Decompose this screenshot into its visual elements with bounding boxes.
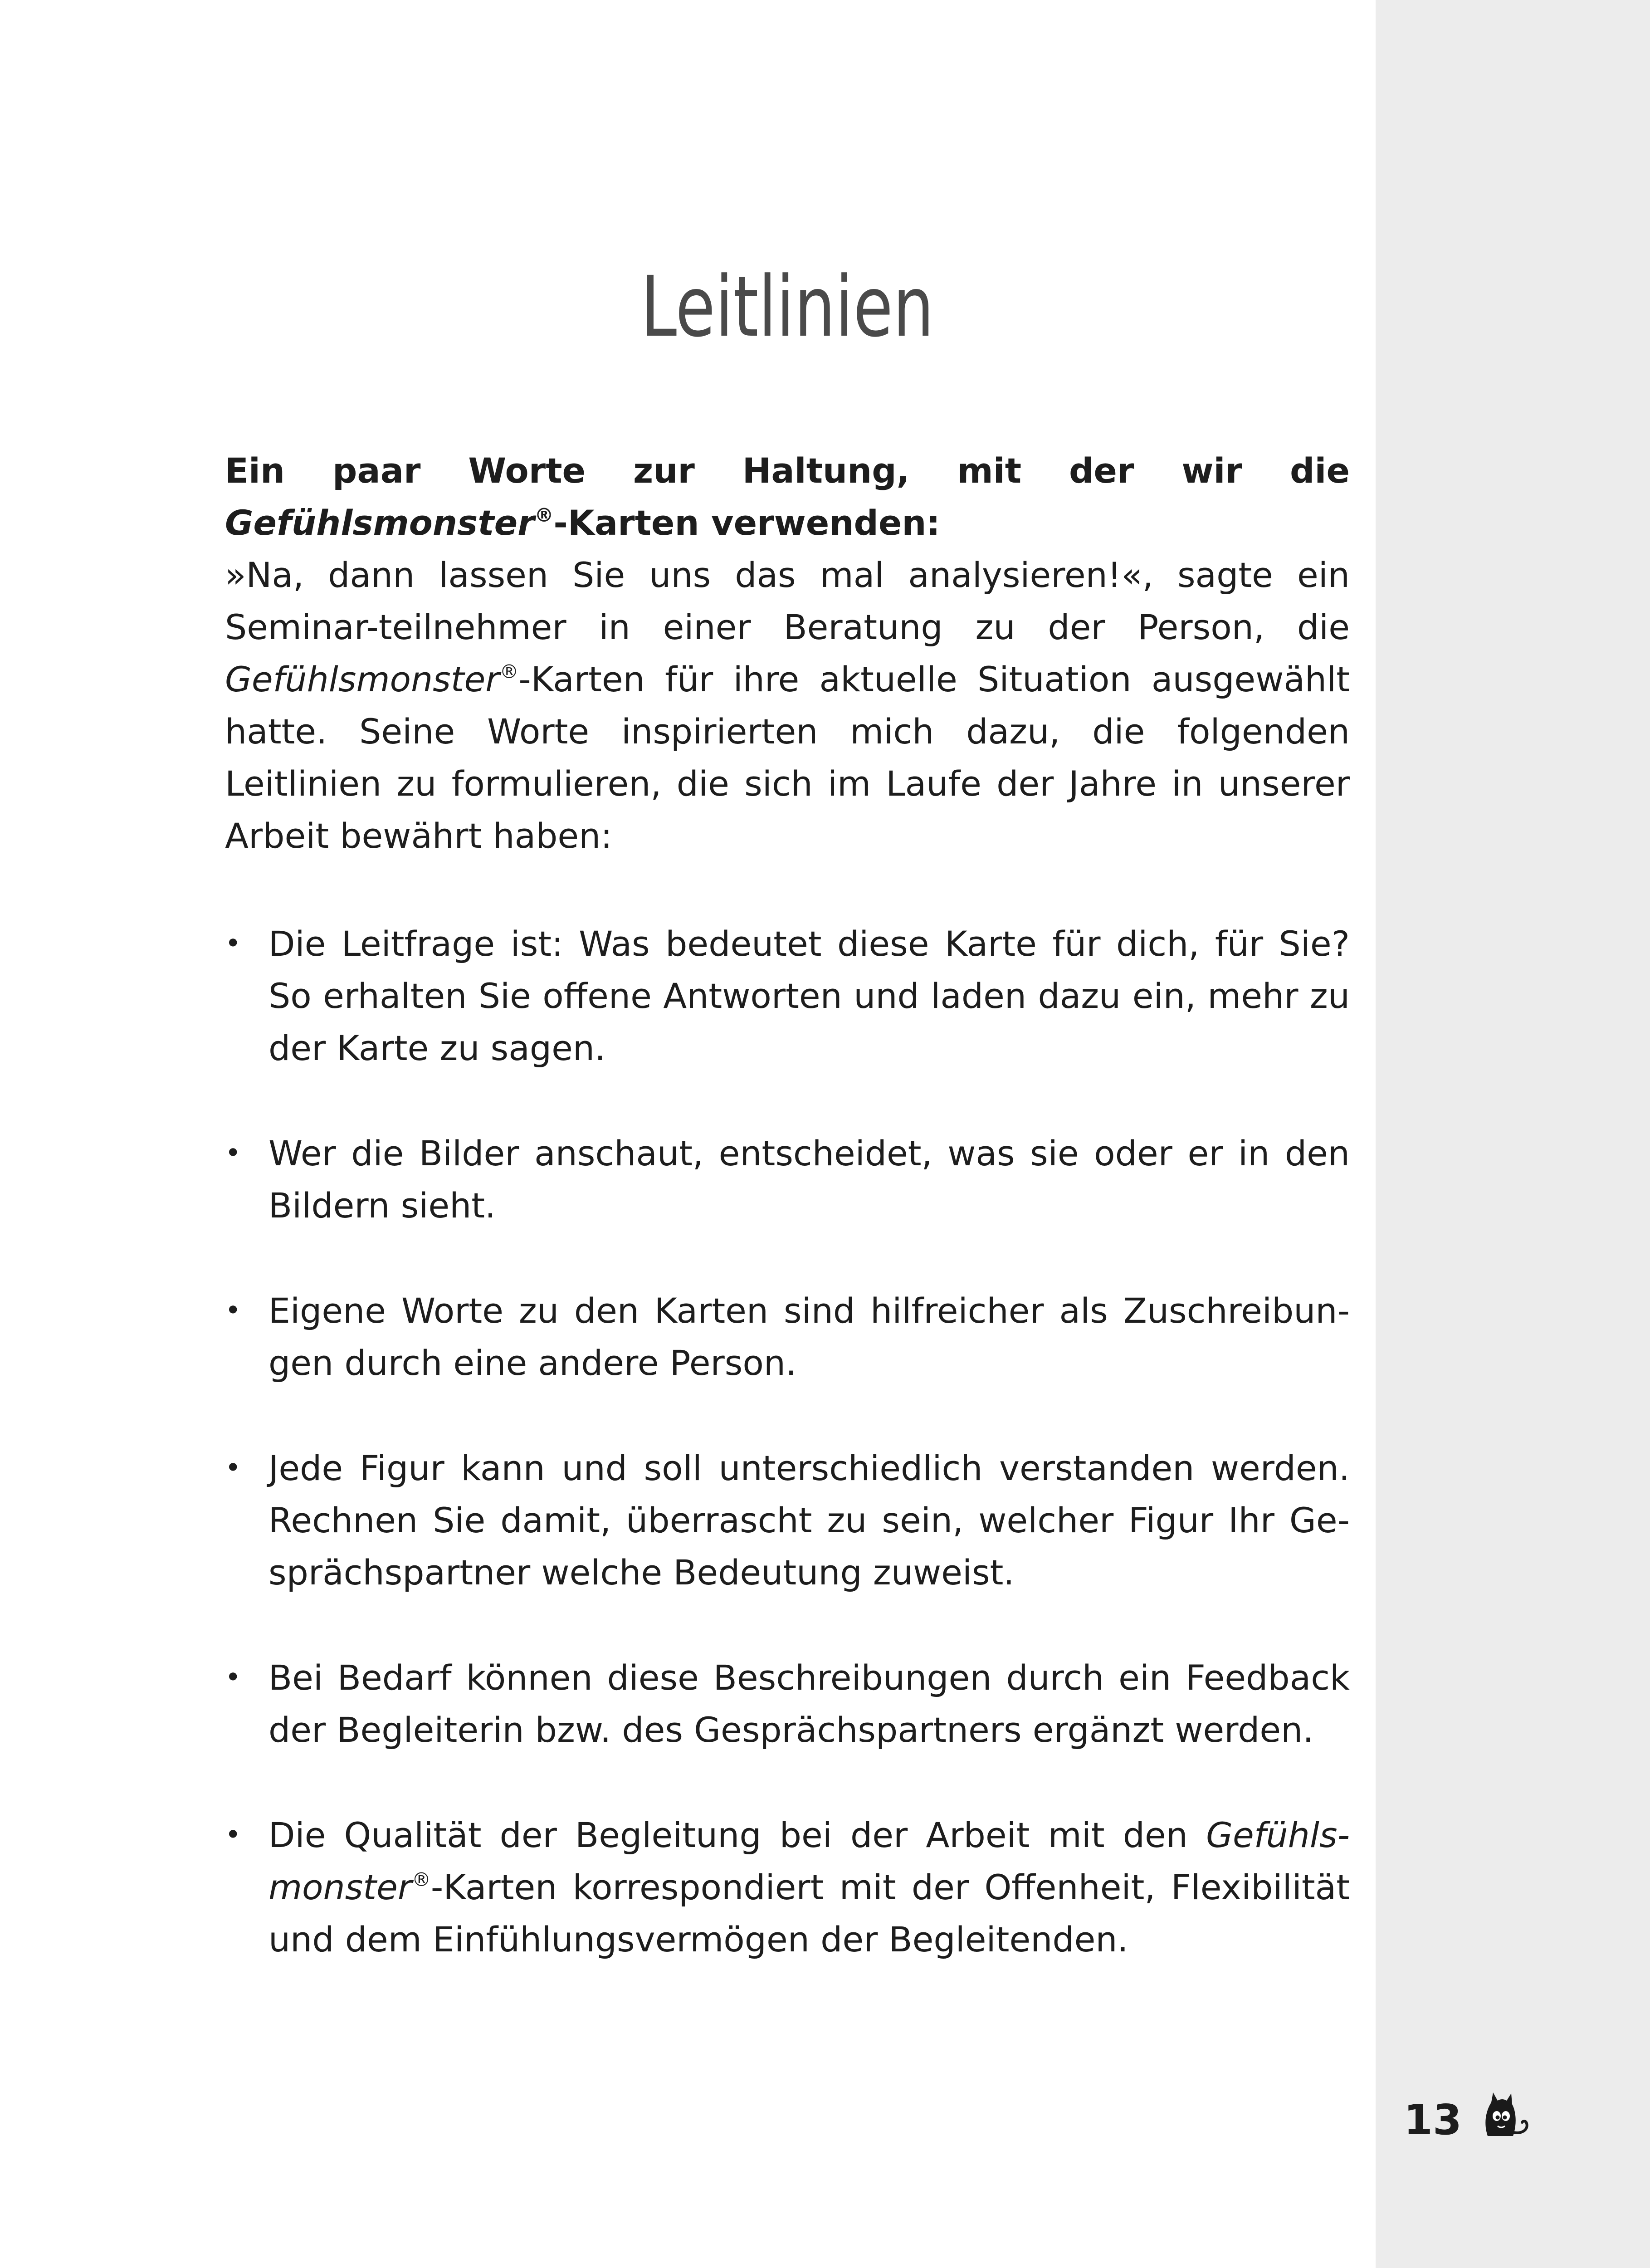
- intro-heading-registered-mark: ®: [534, 503, 554, 526]
- bullet-icon: •: [225, 928, 241, 959]
- intro-body-text-a: »Na, dann lassen Sie uns das mal analysieren!«, sagte ein Seminar-teilnehmer in einer Beratung zu der Person, die: [225, 555, 1350, 647]
- page-number: 13: [1404, 2096, 1462, 2144]
- monster-icon: [1478, 2089, 1532, 2143]
- intro-body-brand: Gefühlsmonster: [225, 659, 500, 699]
- intro-heading-text-a: Ein paar Worte zur Haltung, mit der wir die: [225, 450, 1350, 491]
- bullet-icon: •: [225, 1662, 241, 1693]
- monster-body: [1485, 2092, 1515, 2136]
- list-item-text: [268, 1815, 1350, 1960]
- intro-body-text-b: -Karten für ihre aktuelle Situation ausgewählt hatte. Seine Worte inspirierten mich dazu, die folgenden Leitlinien zu formulieren, die sich im Laufe der Jahre in unserer Arbeit bewährt haben:: [225, 659, 1350, 856]
- list-item-text: Wer die Bilder anschaut, entscheidet, was sie oder er in den Bildern sieht.: [268, 1133, 1350, 1226]
- bullet-icon: •: [225, 1819, 241, 1851]
- list-item-text: Bei Bedarf können diese Beschreibungen durch ein Feedback der Begleiterin bzw. des Gesprächspartners ergänzt werden.: [268, 1657, 1350, 1750]
- list-item-text: Jede Figur kann und soll unterschiedlich verstanden werden. Rechnen Sie damit, überrascht zu sein, welcher Figur Ihr Ge-sprächspartner welche Bedeutung zuweist.: [268, 1448, 1350, 1593]
- list-item-text-a: Die Qualität der Begleitung bei der Arbeit mit den: [268, 1815, 1206, 1855]
- monster-pupil-right: [1503, 2116, 1507, 2120]
- guidelines-list: [225, 918, 1350, 1965]
- list-item: [225, 1652, 1350, 1756]
- page-side-band: [1376, 0, 1650, 2268]
- list-item: [225, 1809, 1350, 1965]
- page-title: Leitlinien: [640, 259, 934, 356]
- bullet-icon: •: [225, 1452, 241, 1484]
- page-content: [225, 445, 1350, 1965]
- list-item-text: Die Leitfrage ist: Was bedeutet diese Karte für dich, für Sie? So erhalten Sie offene Antworten und laden dazu ein, mehr zu der Karte zu sagen.: [268, 924, 1350, 1068]
- list-item: [225, 1127, 1350, 1232]
- bullet-icon: •: [225, 1137, 241, 1169]
- list-item-brand: Gefühls-monster: [268, 1815, 1350, 1907]
- intro-body-registered-mark: ®: [499, 660, 519, 683]
- intro-paragraph: [225, 549, 1350, 862]
- bullet-icon: •: [225, 1295, 241, 1326]
- list-item-text: Eigene Worte zu den Karten sind hilfreicher als Zuschreibun-gen durch eine andere Person.: [268, 1290, 1350, 1383]
- list-item-text-b: -Karten korrespondiert mit der Offenheit, Flexibilität und dem Einfühlungsvermögen der Begleitenden.: [268, 1867, 1350, 1960]
- list-item-registered-mark: ®: [412, 1868, 431, 1891]
- intro-heading: [225, 445, 1350, 549]
- list-item: [225, 1285, 1350, 1389]
- intro-heading-brand: Gefühlsmonster: [225, 503, 535, 543]
- list-item: [225, 1442, 1350, 1598]
- list-item: [225, 918, 1350, 1074]
- monster-pupil-left: [1496, 2116, 1500, 2120]
- intro-heading-text-b: -Karten verwenden:: [553, 503, 940, 543]
